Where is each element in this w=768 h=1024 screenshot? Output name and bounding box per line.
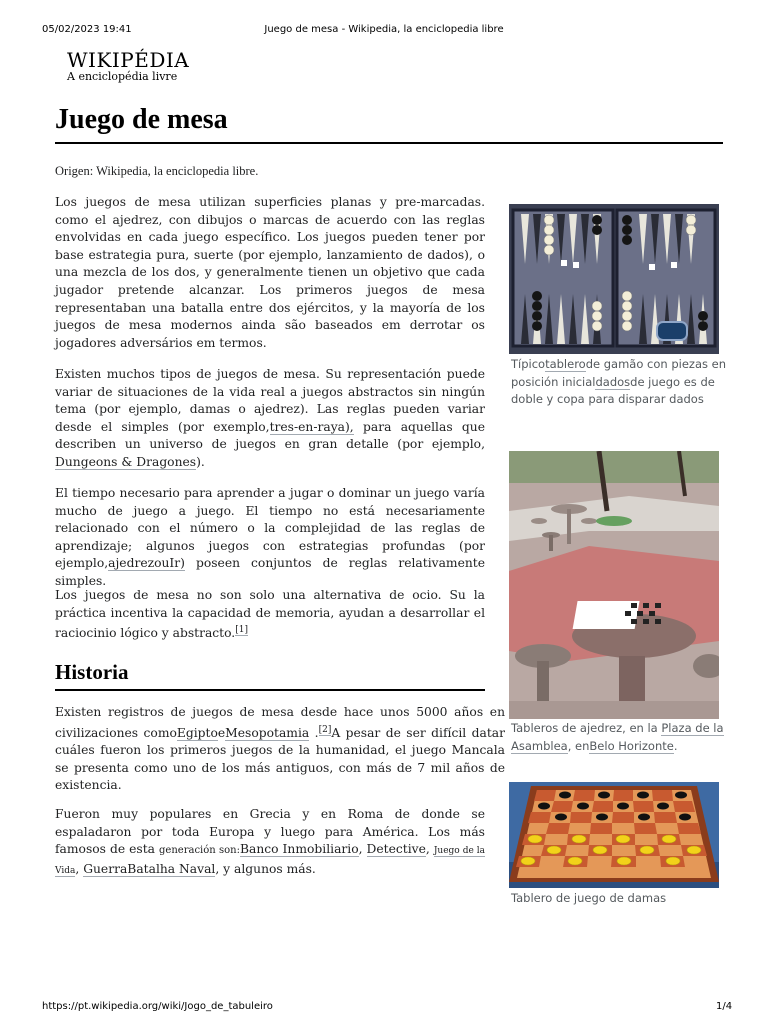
page-title: Juego de mesa [55,104,723,144]
backgammon-image[interactable] [509,204,719,354]
wikipedia-logo-wordmark[interactable]: WIKIPÉDIA [67,48,190,72]
link-guerra[interactable]: Guerra [83,861,128,876]
link-batalha-naval[interactable]: Batalha Naval [127,861,216,876]
types-paragraph: Existen muchos tipos de juegos de mesa. Su representación puede variar de situaciones de la vida real a juegos abstractos sin ningún tema (por ejemplo, damas o ajedrez). Las reglas pueden variar desde el simples (por exemplo,tres-en-raya), para aquellas que describen un universo de juegos en gran detalle (por ejemplo, Dungeons & Dragones). [55,367,486,469]
link-dados[interactable]: dados [595,374,631,389]
link-tablero[interactable]: tablero [545,357,586,371]
section-historia-heading: Historia [55,660,485,691]
link-plaza-de-la-asamblea[interactable]: Plaza de la Asamblea [511,721,724,753]
origin-note: Origen: Wikipedia, la enciclopedia libre. [55,164,259,178]
print-page-number: 1/4 [716,1001,733,1012]
figure-checkers-caption: Tablero de juego de damas [511,891,667,905]
figure-chess-tables-caption: Tableros de ajedrez, en la Plaza de la Asamblea, enBelo Horizonte. [511,721,724,753]
figure-backgammon-caption: Típicotablerode gamão con piezas en posición inicialdadosde juego es de doble y copa para disparar dados [511,357,727,406]
link-detective[interactable]: Detective [366,842,426,857]
history-paragraph: Existen registros de juegos de mesa desde hace unos 5000 años en civilizaciones comoEgiptoeMesopotamia .[2]A pesar de ser difícil datar cuáles fueron los primeros juegos de la humanidad, el juego Mancala se presenta como uno de los más antiguos, con más de 7 mil años de existencia. [55,705,505,793]
intro-paragraph: Los juegos de mesa utilizan superficies planas y pre-marcadas. como el ajedrez, con dibujos o marcas de acuerdo con las reglas envolvidas en cada juego específico. Los juegos pueden tener por base estrategia pura, suerte (por ejemplo, lanzamiento de dados), o una mezcla de los dos, y generalmente tienen un objetivo que cada jugador pretende alcanzar. Los primeros juegos de mesa representaban una batalla entre dos ejércitos, y la mayoría de los juegos de mesa modernos ainda são baseados em derrotar os jogadores adversários em termos. [55,195,485,350]
link-egipto[interactable]: Egipto [176,725,218,740]
wikipedia-logo-tagline: A enciclopédia livre [67,70,178,83]
print-footer-url[interactable]: https://pt.wikipedia.org/wiki/Jogo_de_tabuleiro [42,1001,273,1012]
link-ajedrez[interactable]: ajedrezouIr) [108,556,185,571]
ref-1[interactable]: [1] [235,625,248,636]
ref-2[interactable]: [2] [318,724,332,735]
time-paragraph: El tiempo necesario para aprender a jugar o dominar un juego varía mucho de juego a juego. El tiempo no está necesariamente relacionado con el número o la complejidad de las reglas de aprendizaje; algunos juegos con estrategias profundas (por ejemplo,ajedrezouIr) poseen conjuntos de reglas relativamente simples. [55,486,485,588]
link-belo-horizonte[interactable]: Belo Horizonte [589,738,674,753]
link-dungeons-dragons[interactable]: Dungeons & Dragones [55,454,197,469]
checkers-board-image[interactable] [509,782,719,888]
link-banco-inmobiliario[interactable]: Banco Inmobiliario [239,842,359,857]
chess-tables-image[interactable] [509,451,719,719]
link-mesopotamia[interactable]: Mesopotamia [225,725,310,740]
leisure-paragraph: Los juegos de mesa no son solo una alternativa de ocio. Su la práctica incentiva la capacidad de memoria, ayudan a desarrollar el raciocinio lógico y abstracto.[1] [55,588,485,641]
popularity-paragraph: Fueron muy populares en Grecia y en Roma de donde se espaladaron por toda Europa y luego para América. Los más famosos de esta generación son:Banco Inmobiliario, Detective, Juego de la Vida, GuerraBatalha Naval, y algunos más. [55,807,485,876]
print-date: 05/02/2023 19:41 [42,24,132,35]
link-tres-en-raya[interactable]: tres-en-raya), [269,419,354,434]
link-juego-de-la-vida[interactable]: Juego de la Vida [55,846,485,876]
print-title: Juego de mesa - Wikipedia, la enciclopedia libre [264,24,504,35]
